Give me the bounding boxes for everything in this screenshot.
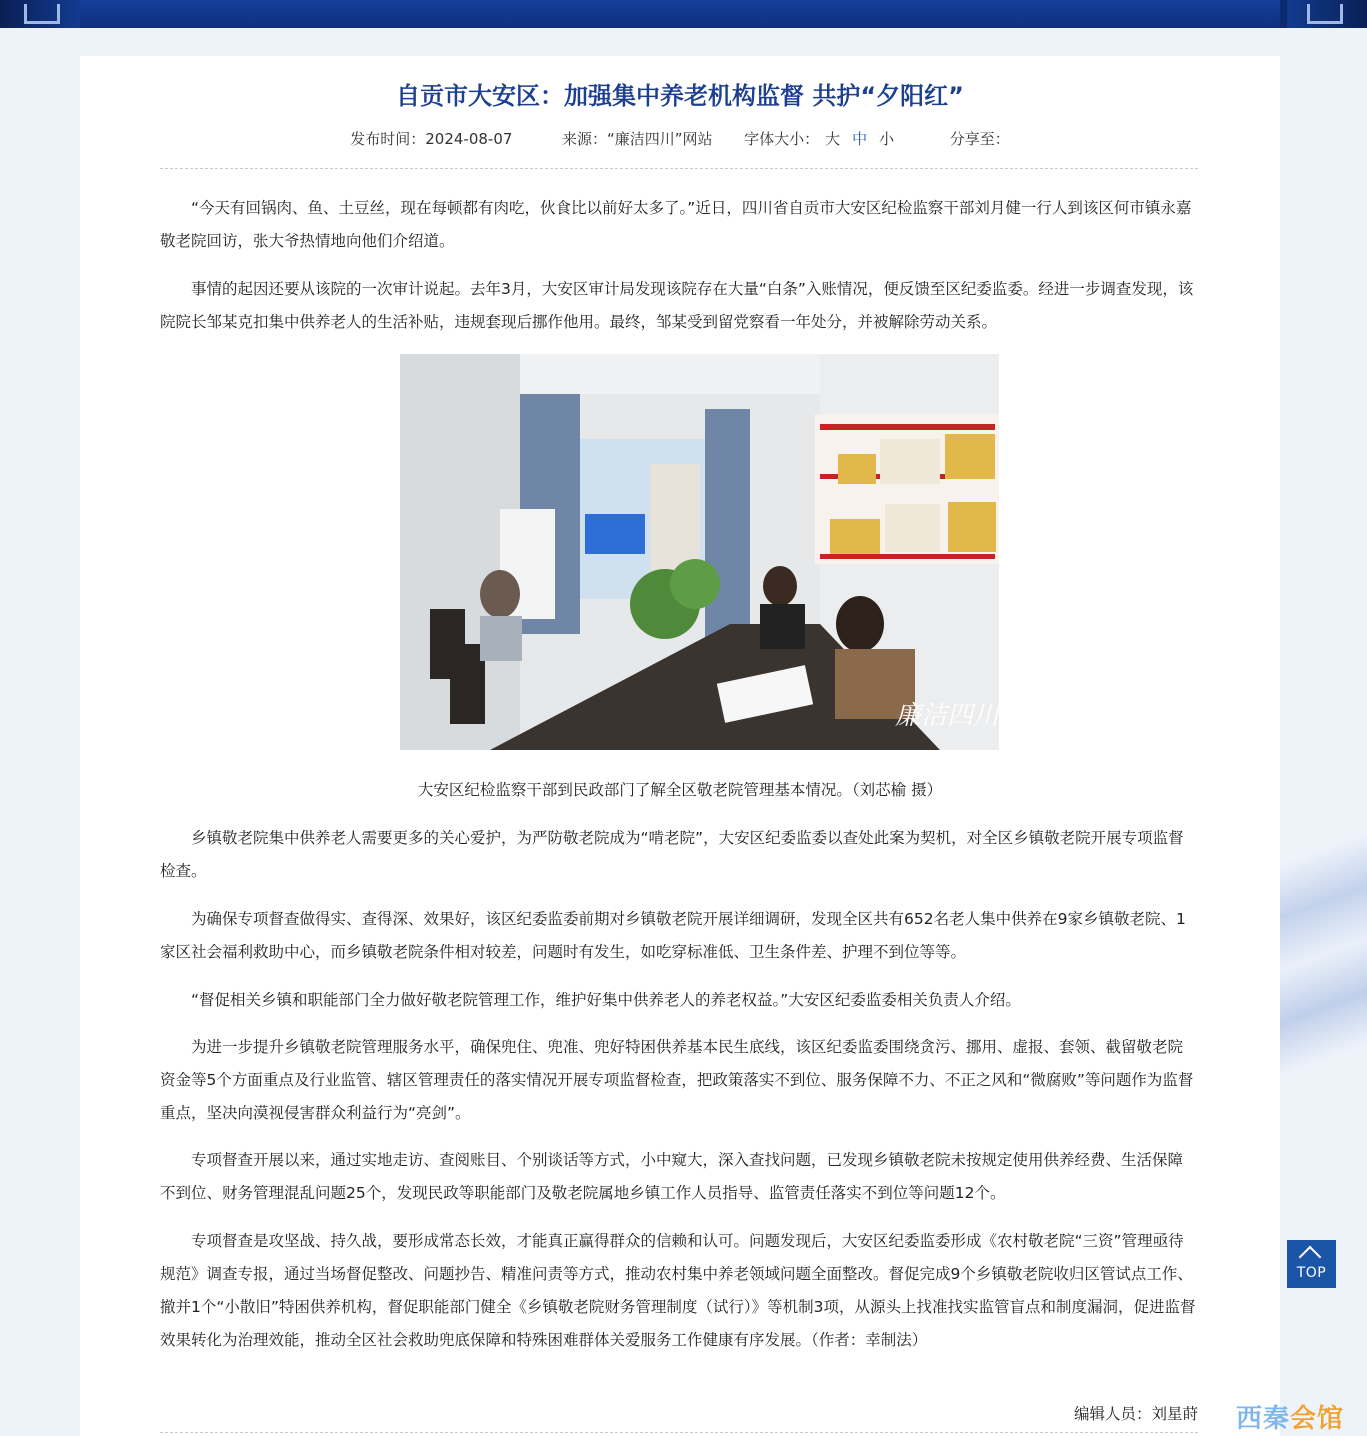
- back-to-top-button[interactable]: [1287, 1240, 1336, 1288]
- background-ribbon-decoration: [1277, 760, 1367, 1080]
- article-paragraph: “督促相关乡镇和职能部门全力做好敬老院管理工作，维护好集中供养老人的养老权益。”大安区纪委监委相关负责人介绍。: [191, 991, 1021, 1009]
- article-paragraph: 为进一步提升乡镇敬老院管理服务水平，确保兜住、兜准、兜好特困供养基本民生底线，该区纪委监委围绕贪污、挪用、虚报、套领、截留敬老院资金等5个方面重点及行业监管、辖区管理责任的落实情况开展专项监督检查，把政策落实不到位、服务保障不力、不正之风和“微腐败”等问题作为监督重点，坚决向漠视侵害群众利益行为“亮剑”。: [160, 1038, 1194, 1122]
- font-size-label: 字体大小：: [744, 130, 820, 148]
- source-label: 来源：: [562, 130, 608, 148]
- article-paragraph: 为确保专项督查做得实、查得深、效果好，该区纪委监委前期对乡镇敬老院开展详细调研，发现全区共有652名老人集中供养在9家乡镇敬老院、1家区社会福利救助中心，而乡镇敬老院条件相对较差，问题时有发生，如吃穿标准低、卫生条件差、护理不到位等等。: [160, 910, 1186, 961]
- article-meta: [80, 128, 1280, 149]
- font-size-small-button[interactable]: 小: [879, 130, 895, 148]
- publish-date: 2024-08-07: [425, 130, 513, 148]
- share-label: 分享至：: [949, 130, 1010, 148]
- article-paragraph: 事情的起因还要从该院的一次审计说起。去年3月，大安区审计局发现该院存在大量“白条”入账情况，便反馈至区纪委监委。经进一步调查发现，该院院长邹某克扣集中供养老人的生活补贴，违规套现后挪作他用。最终，邹某受到留党察看一年处分，并被解除劳动关系。: [160, 280, 1194, 331]
- watermark-part1: 西秦: [1236, 1404, 1291, 1434]
- publish-label: 发布时间：: [350, 130, 426, 148]
- meeting-room-photo: [400, 354, 999, 750]
- article-paragraph: 专项督查是攻坚战、持久战，要形成常态长效，才能真正赢得群众的信赖和认可。问题发现后，大安区纪委监委形成《农村敬老院“三资”管理亟待规范》调查专报，通过当场督促整改、问题抄告、精准问责等方式，推动农村集中养老领域问题全面整改。督促完成9个乡镇敬老院收归区管试点工作、撤并1个“小散旧”特困供养机构，督促职能部门健全《乡镇敬老院财务管理制度（试行）》等机制3项，从源头上找准找实监管盲点和制度漏洞，促进监督效果转化为治理效能，推动全区社会救助兜底保障和特殊困难群体关爱服务工作健康有序发展。（作者：幸制法）: [160, 1232, 1196, 1349]
- font-size-medium-button[interactable]: 中: [852, 130, 868, 148]
- watermark-part2: 会馆: [1290, 1404, 1345, 1434]
- top-nav-bar[interactable]: [80, 0, 1280, 28]
- banner-ornament-right: [1287, 0, 1367, 28]
- header-divider: [160, 168, 1198, 169]
- article-paragraph: “今天有回锅肉、鱼、土豆丝，现在每顿都有肉吃，伙食比以前好太多了。”近日，四川省自贡市大安区纪检监察干部刘月健一行人到该区何市镇永嘉敬老院回访，张大爷热情地向他们介绍道。: [160, 199, 1192, 250]
- editor-credit: 编辑人员：刘星莳: [1073, 1405, 1198, 1423]
- banner-ornament-left: [0, 0, 80, 28]
- article-title: 自贡市大安区：加强集中养老机构监督 共护“夕阳红”: [396, 82, 964, 110]
- top-banner: [0, 0, 1367, 28]
- back-to-top-label: TOP: [1296, 1265, 1327, 1281]
- site-watermark: [1236, 1398, 1344, 1435]
- photo-caption: 大安区纪检监察干部到民政部门了解全区敬老院管理基本情况。（刘芯榆 摄）: [417, 781, 943, 799]
- font-size-large-button[interactable]: 大: [825, 130, 841, 148]
- article-paragraph: 专项督查开展以来，通过实地走访、查阅账目、个别谈话等方式，小中窥大，深入查找问题，已发现乡镇敬老院未按规定使用供养经费、生活保障不到位、财务管理混乱问题25个，发现民政等职能部门及敬老院属地乡镇工作人员指导、监管责任落实不到位等问题12个。: [160, 1151, 1184, 1202]
- footer-divider: [160, 1432, 1198, 1433]
- source-name: “廉洁四川”网站: [607, 130, 713, 148]
- article-container: [80, 56, 1280, 1436]
- photo-watermark: 廉洁四川: [895, 701, 999, 731]
- article-paragraph: 乡镇敬老院集中供养老人需要更多的关心爱护，为严防敬老院成为“啃老院”，大安区纪委监委以查处此案为契机，对全区乡镇敬老院开展专项监督检查。: [160, 829, 1184, 880]
- article-photo: [400, 354, 999, 750]
